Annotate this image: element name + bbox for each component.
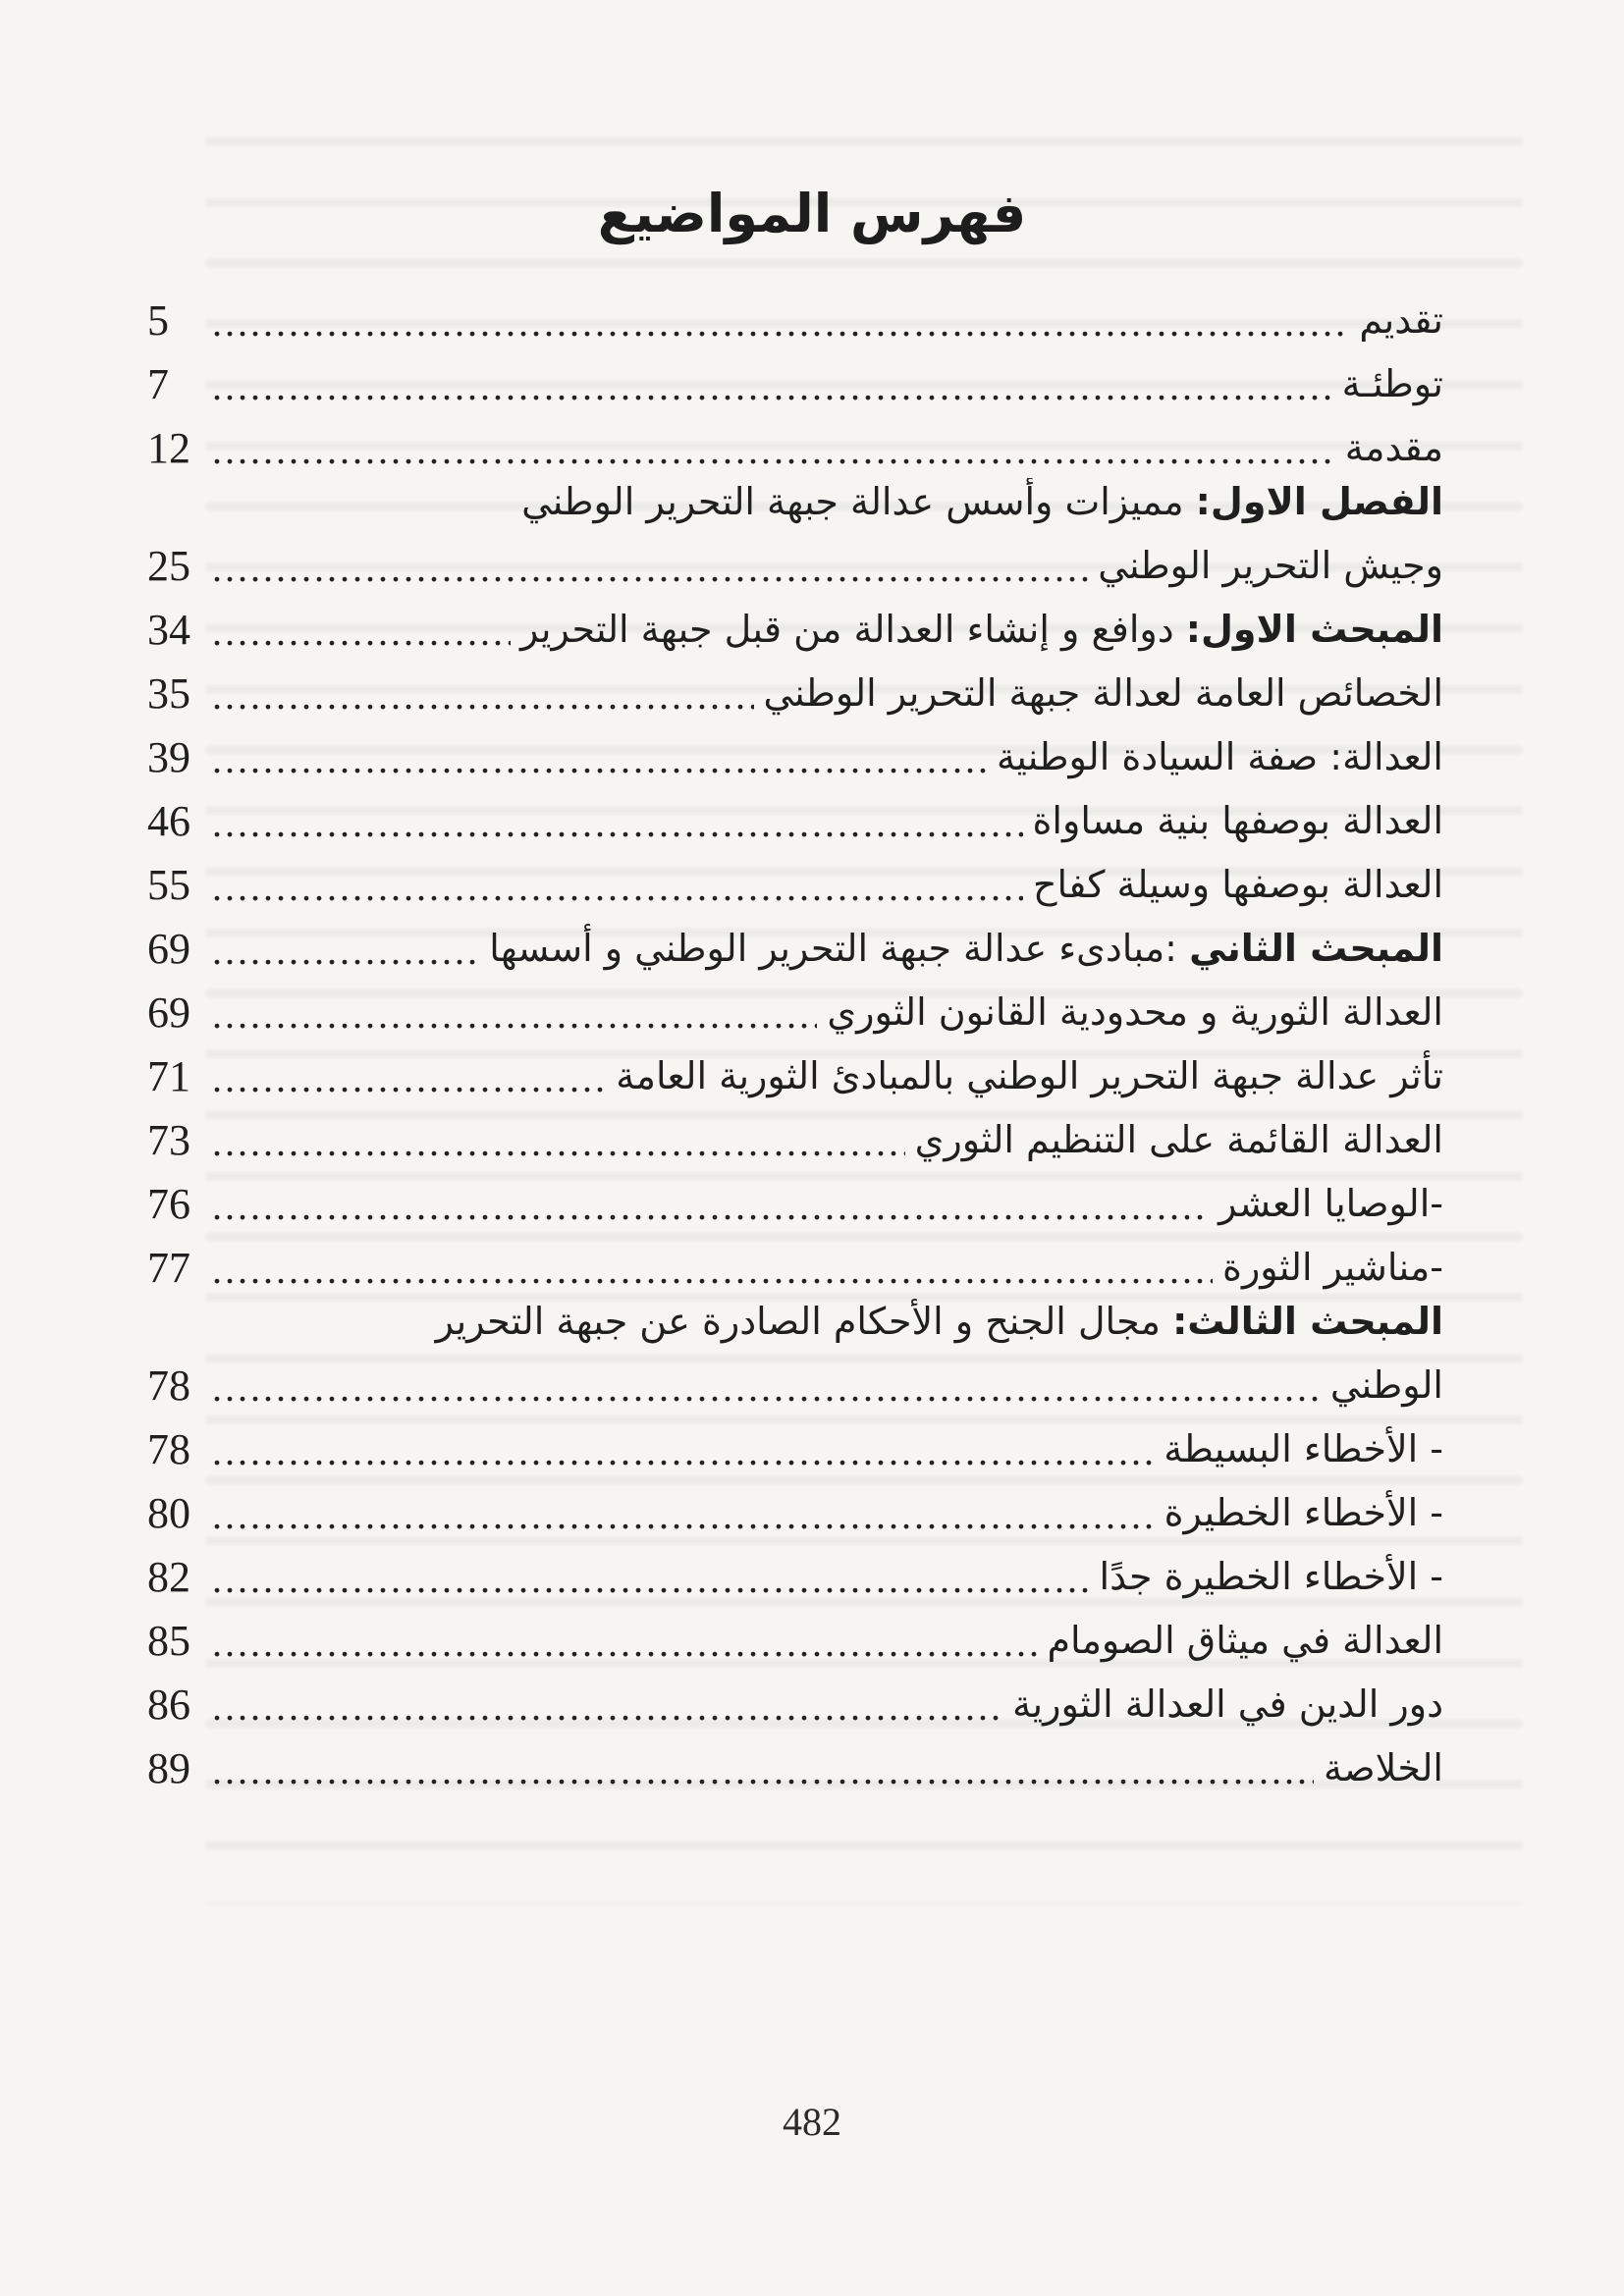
toc-entry-text xyxy=(1341,362,1443,414)
toc-entry-text xyxy=(435,1300,1443,1352)
toc-entry-text xyxy=(1324,1746,1443,1798)
dot-leader xyxy=(212,301,1349,350)
dot-leader xyxy=(212,1685,1002,1735)
toc-page-number: 34 xyxy=(147,606,190,654)
toc-row xyxy=(147,1671,1443,1735)
toc-page-number: 69 xyxy=(147,988,190,1037)
toc-entry-title: دوافع و إنشاء العدالة من قبل جبهة التحرير xyxy=(519,608,1174,651)
dot-leader xyxy=(212,611,511,660)
toc-page-number: 35 xyxy=(147,669,190,718)
toc-row xyxy=(147,1607,1443,1671)
dot-leader xyxy=(212,1185,1209,1234)
toc-page-number: 71 xyxy=(147,1052,190,1100)
toc-page-number: 39 xyxy=(147,733,190,781)
dot-leader xyxy=(212,1622,1037,1671)
toc-entry-text xyxy=(1164,1427,1443,1479)
toc-entry-title: العدالة: صفة السيادة الوطنية xyxy=(996,735,1443,778)
toc-entry-title: توطئـة xyxy=(1341,362,1443,405)
toc-page-number: 77 xyxy=(147,1244,190,1292)
toc-entry-title: مقدمة xyxy=(1344,426,1443,469)
toc-page-number: 80 xyxy=(147,1489,190,1537)
dot-leader xyxy=(212,1749,1314,1798)
page-title: فهرس المواضيع xyxy=(597,183,1027,245)
toc-entry-title: الوطني xyxy=(1329,1363,1443,1407)
toc-page-number: 12 xyxy=(147,424,190,472)
toc-entry-title: تأثر عدالة جبهة التحرير الوطني بالمبادئ الثورية العامة xyxy=(616,1054,1443,1097)
toc-entry-label: المبحث الثالث: xyxy=(1172,1300,1443,1343)
toc-entry-label: المبحث الثاني xyxy=(1189,927,1443,970)
toc-entry-title: العدالة بوصفها وسيلة كفاح xyxy=(1033,863,1443,906)
toc-entry-title: :مبادىء عدالة جبهة التحرير الوطني و أسسها xyxy=(489,927,1177,970)
toc-entry-title: الخصائص العامة لعدالة جبهة التحرير الوطني xyxy=(763,671,1443,715)
toc-page-number: 86 xyxy=(147,1681,190,1729)
dot-leader xyxy=(212,547,1088,596)
page-number: 482 xyxy=(783,2100,841,2144)
dot-leader xyxy=(212,1558,1090,1607)
toc-row xyxy=(147,1106,1443,1170)
dot-leader xyxy=(212,930,479,979)
toc-entry-text xyxy=(521,480,1443,532)
toc-page-number: 78 xyxy=(147,1425,190,1473)
toc-entry-text xyxy=(827,990,1443,1042)
toc-row xyxy=(147,979,1443,1042)
toc-entry-title: مميزات وأسس عدالة جبهة التحرير الوطني xyxy=(521,480,1184,523)
toc-entry-title: - الأخطاء الخطيرة xyxy=(1164,1491,1443,1534)
dot-leader xyxy=(212,993,817,1042)
toc-entry-title: العدالة بوصفها بنية مساواة xyxy=(1032,799,1443,842)
toc-entry-text xyxy=(1164,1491,1443,1543)
toc-row xyxy=(147,350,1443,414)
toc-entry-text xyxy=(1047,1619,1443,1671)
toc-page-number: 69 xyxy=(147,925,190,973)
toc-entry-title: -مناشير الثورة xyxy=(1222,1246,1443,1289)
toc-page-number: 76 xyxy=(147,1180,190,1228)
toc-row xyxy=(147,787,1443,851)
toc-page-number: 5 xyxy=(147,296,169,345)
toc-page-number: 46 xyxy=(147,797,190,845)
toc-entry-title: - الأخطاء الخطيرة جدًا xyxy=(1099,1555,1443,1598)
table-of-contents xyxy=(147,287,1443,1798)
toc-row xyxy=(147,660,1443,723)
toc-entry-text xyxy=(763,671,1444,723)
toc-entry-title: الخلاصة xyxy=(1324,1746,1443,1789)
toc-page-number: 55 xyxy=(147,861,190,909)
toc-entry-text xyxy=(1033,863,1443,915)
dot-leader xyxy=(212,1430,1154,1479)
toc-entry-text xyxy=(616,1054,1443,1106)
dot-leader xyxy=(212,365,1332,414)
toc-row xyxy=(147,478,1443,532)
toc-entry-title: مجال الجنح و الأحكام الصادرة عن جبهة التحرير xyxy=(435,1300,1162,1343)
toc-entry-label: الفصل الاول: xyxy=(1195,480,1443,523)
toc-entry-title: العدالة في ميثاق الصومام xyxy=(1047,1619,1443,1662)
toc-page-number: 85 xyxy=(147,1617,190,1665)
toc-row xyxy=(147,532,1443,596)
dot-leader xyxy=(212,1121,905,1170)
toc-entry-label: المبحث الاول: xyxy=(1185,608,1443,651)
dot-leader xyxy=(212,1494,1155,1543)
dot-leader xyxy=(212,1249,1213,1298)
toc-row xyxy=(147,723,1443,787)
toc-entry-text xyxy=(1359,298,1443,350)
toc-entry-title: - الأخطاء البسيطة xyxy=(1164,1427,1443,1470)
toc-row xyxy=(147,1543,1443,1607)
dot-leader xyxy=(212,866,1023,915)
toc-entry-text xyxy=(996,735,1443,787)
toc-row xyxy=(147,915,1443,979)
toc-row xyxy=(147,1234,1443,1298)
toc-entry-title: تقديم xyxy=(1359,298,1443,342)
toc-entry-text xyxy=(1098,544,1443,596)
toc-page-number: 89 xyxy=(147,1744,190,1792)
toc-entry-text xyxy=(1218,1182,1443,1234)
toc-entry-text xyxy=(1032,799,1443,851)
toc-page-number: 7 xyxy=(147,360,169,408)
toc-row xyxy=(147,1352,1443,1415)
dot-leader xyxy=(212,1057,606,1106)
toc-entry-text xyxy=(1012,1682,1443,1735)
toc-row xyxy=(147,414,1443,478)
toc-entry-text xyxy=(519,608,1443,660)
toc-entry-title: -الوصايا العشر xyxy=(1218,1182,1443,1225)
toc-page-number: 25 xyxy=(147,542,190,590)
dot-leader xyxy=(212,1366,1321,1415)
toc-page-number: 73 xyxy=(147,1116,190,1164)
toc-entry-title: العدالة القائمة على التنظيم الثوري xyxy=(914,1118,1443,1161)
toc-entry-title: وجيش التحرير الوطني xyxy=(1098,544,1443,587)
toc-entry-text xyxy=(1344,426,1443,478)
toc-row xyxy=(147,287,1443,350)
dot-leader xyxy=(212,674,754,723)
dot-leader xyxy=(212,802,1023,851)
dot-leader xyxy=(212,738,987,787)
toc-row xyxy=(147,596,1443,660)
toc-page-number: 82 xyxy=(147,1553,190,1601)
toc-entry-title: العدالة الثورية و محدودية القانون الثوري xyxy=(827,990,1443,1034)
toc-row xyxy=(147,1170,1443,1234)
toc-entry-text xyxy=(1099,1555,1443,1607)
toc-entry-text xyxy=(489,927,1443,979)
toc-entry-text xyxy=(1329,1363,1443,1415)
dot-leader xyxy=(212,429,1335,478)
toc-row xyxy=(147,1298,1443,1352)
toc-page-number: 78 xyxy=(147,1362,190,1410)
toc-row xyxy=(147,1042,1443,1106)
toc-entry-title: دور الدين في العدالة الثورية xyxy=(1012,1682,1443,1726)
toc-entry-text xyxy=(914,1118,1443,1170)
toc-row xyxy=(147,1479,1443,1543)
toc-row xyxy=(147,1415,1443,1479)
toc-row xyxy=(147,851,1443,915)
toc-entry-text xyxy=(1222,1246,1443,1298)
toc-row xyxy=(147,1735,1443,1798)
